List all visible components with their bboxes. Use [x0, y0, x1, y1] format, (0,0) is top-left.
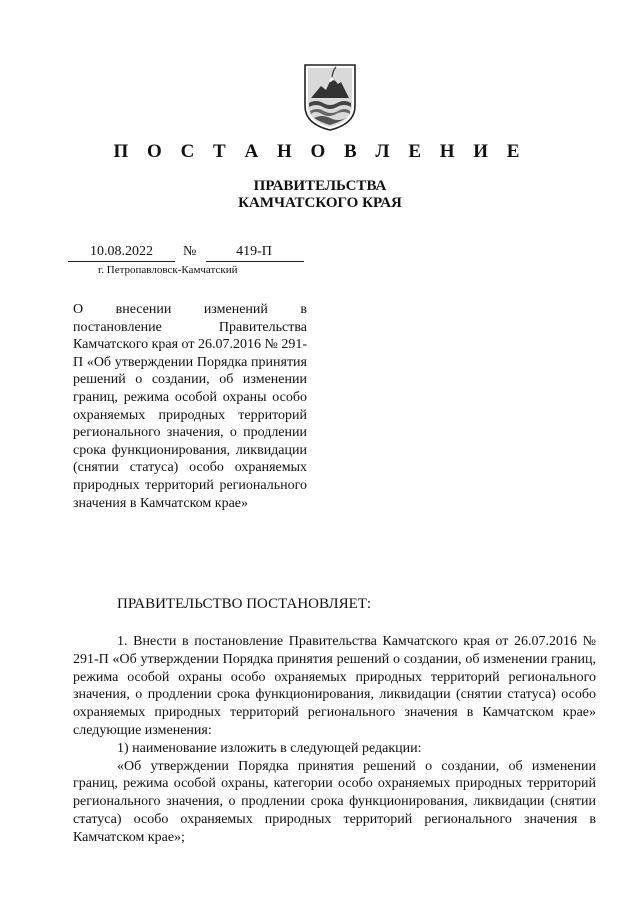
paragraph-2: 1) наименование изложить в следующей редакции:	[117, 740, 422, 756]
issuer-name	[0, 178, 640, 212]
document-body	[73, 633, 596, 847]
document-number: 419-П	[236, 244, 272, 259]
kamchatka-emblem-icon	[302, 62, 358, 132]
document-date: 10.08.2022	[90, 244, 153, 259]
document-subject: О внесении изменений в постановление Правительства Камчатского края от 26.07.2016 № 291-П «Об утверждении Порядка принятия решений о создании, об изменении границ, режима особой охраны особо охраняемых природных территорий регионального значения, о продлении срока функционирования, ликвидации (снятии статуса) особо охраняемых природных территорий регионального значения в Камчатском крае»	[73, 302, 308, 511]
issuer-line-2: КАМЧАТСКОГО КРАЯ	[238, 195, 402, 211]
number-underline	[206, 261, 304, 262]
issuer-line-1: ПРАВИТЕЛЬСТВА	[253, 178, 387, 194]
paragraph-1: 1. Внести в постановление Правительства Камчатского края от 26.07.2016 № 291-П «Об утверждении Порядка принятия решений о создании, об изменении границ, режима особой охраны особо охраняемых природных территорий регионального значения, о продлении срока функционирования, ликвидации (снятии статуса) особо охраняемых природных территорий регионального значения в Камчатском крае» следующие изменения:	[73, 634, 596, 738]
number-sign: №	[183, 244, 197, 259]
resolve-phrase: ПРАВИТЕЛЬСТВО ПОСТАНОВЛЯЕТ:	[117, 596, 372, 612]
date-underline	[68, 261, 175, 262]
paragraph-3: «Об утверждении Порядка принятия решений о создании, об изменении границ, режима особой охраны, категории особо охраняемых природных территорий регионального значения, о продлении срока функционирования, ликвидации (снятии статуса) особо охраняемых природных территорий регионального значения в Камчатском крае»;	[73, 758, 596, 845]
document-type-title: П О С Т А Н О В Л Е Н И Е	[113, 141, 527, 162]
city-of-issue: г. Петропавловск-Камчатский	[98, 264, 238, 276]
